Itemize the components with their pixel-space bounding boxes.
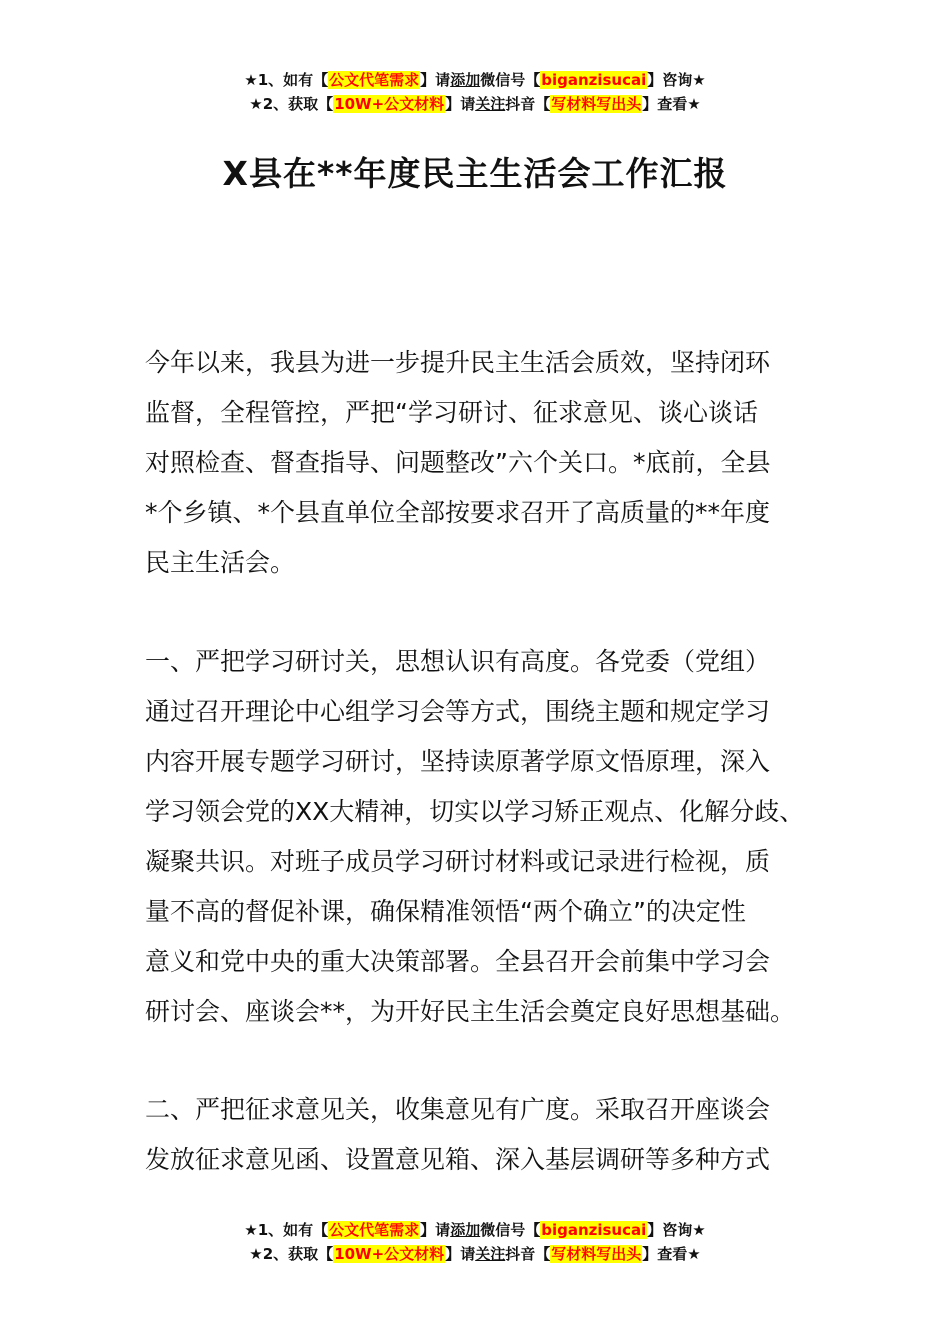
banner-text: ★1、如有【	[244, 71, 329, 89]
banner-text: 】查看★	[642, 95, 701, 113]
text-line: 二、严把征求意见关，收集意见有广度。采取召开座谈会	[145, 1095, 771, 1124]
text-line: 民主生活会。	[145, 548, 296, 577]
banner-underlined: 关注	[475, 95, 506, 113]
banner-line-1	[0, 1218, 950, 1242]
banner-highlight: 10W+公文材料	[334, 95, 445, 113]
banner-text: ★2、获取【	[249, 95, 334, 113]
banner-text: 】请	[420, 71, 451, 89]
text-line: 一、严把学习研讨关，思想认识有高度。各党委（党组）	[145, 647, 771, 676]
banner-text: 】咨询★	[647, 71, 706, 89]
banner-highlight: 10W+公文材料	[334, 1245, 445, 1263]
text-line: 监督，全程管控，严把“学习研讨、征求意见、谈心谈话	[145, 398, 758, 427]
banner-highlight: 公文代笔需求	[329, 71, 420, 89]
text-line: 意义和党中央的重大决策部署。全县召开会前集中学习会	[145, 947, 771, 976]
document-title: X县在**年度民主生活会工作汇报	[222, 154, 728, 193]
text-line: 学习领会党的XX大精神，切实以学习矫正观点、化解分歧、	[145, 797, 805, 826]
text-line: 量不高的督促补课，确保精准领悟“两个确立”的决定性	[145, 897, 746, 926]
text-line: 通过召开理论中心组学习会等方式，围绕主题和规定学习	[145, 697, 771, 726]
banner-text: 抖音【	[505, 95, 551, 113]
banner-text: ★2、获取【	[249, 1245, 334, 1263]
banner-underlined: 添加	[450, 1221, 481, 1239]
banner-line-1	[0, 68, 950, 92]
banner-underlined: 添加	[450, 71, 481, 89]
text-line: 凝聚共识。对班子成员学习研讨材料或记录进行检视，质	[145, 847, 771, 876]
banner-highlight: 写材料写出头	[551, 95, 642, 113]
paragraph-1	[145, 338, 825, 588]
banner-text: ★1、如有【	[244, 1221, 329, 1239]
banner-text: 微信号【	[480, 1221, 541, 1239]
bottom-banner	[0, 1218, 950, 1266]
banner-text: 】请	[420, 1221, 451, 1239]
banner-underlined: 关注	[475, 1245, 506, 1263]
banner-highlight: 写材料写出头	[551, 1245, 642, 1263]
banner-line-2	[0, 1242, 950, 1266]
banner-text: 】请	[445, 95, 476, 113]
banner-line-2	[0, 92, 950, 116]
banner-highlight: 公文代笔需求	[329, 1221, 420, 1239]
text-line: 今年以来，我县为进一步提升民主生活会质效，坚持闭环	[145, 348, 771, 377]
banner-text: 】咨询★	[647, 1221, 706, 1239]
banner-text: 】查看★	[642, 1245, 701, 1263]
text-line: 内容开展专题学习研讨，坚持读原著学原文悟原理，深入	[145, 747, 771, 776]
text-line: 发放征求意见函、设置意见箱、深入基层调研等多种方式	[145, 1145, 771, 1174]
top-banner	[0, 68, 950, 116]
text-line: 研讨会、座谈会**，为开好民主生活会奠定良好思想基础。	[145, 997, 796, 1026]
banner-highlight: biganzisucai	[541, 71, 647, 89]
banner-text: 微信号【	[480, 71, 541, 89]
text-line: 对照检查、督查指导、问题整改”六个关口。*底前，全县	[145, 448, 771, 477]
banner-text: 抖音【	[505, 1245, 551, 1263]
banner-highlight: biganzisucai	[541, 1221, 647, 1239]
text-line: *个乡镇、*个县直单位全部按要求召开了高质量的**年度	[145, 498, 771, 527]
paragraph-2	[145, 637, 825, 1037]
banner-text: 】请	[445, 1245, 476, 1263]
paragraph-3	[145, 1085, 825, 1185]
